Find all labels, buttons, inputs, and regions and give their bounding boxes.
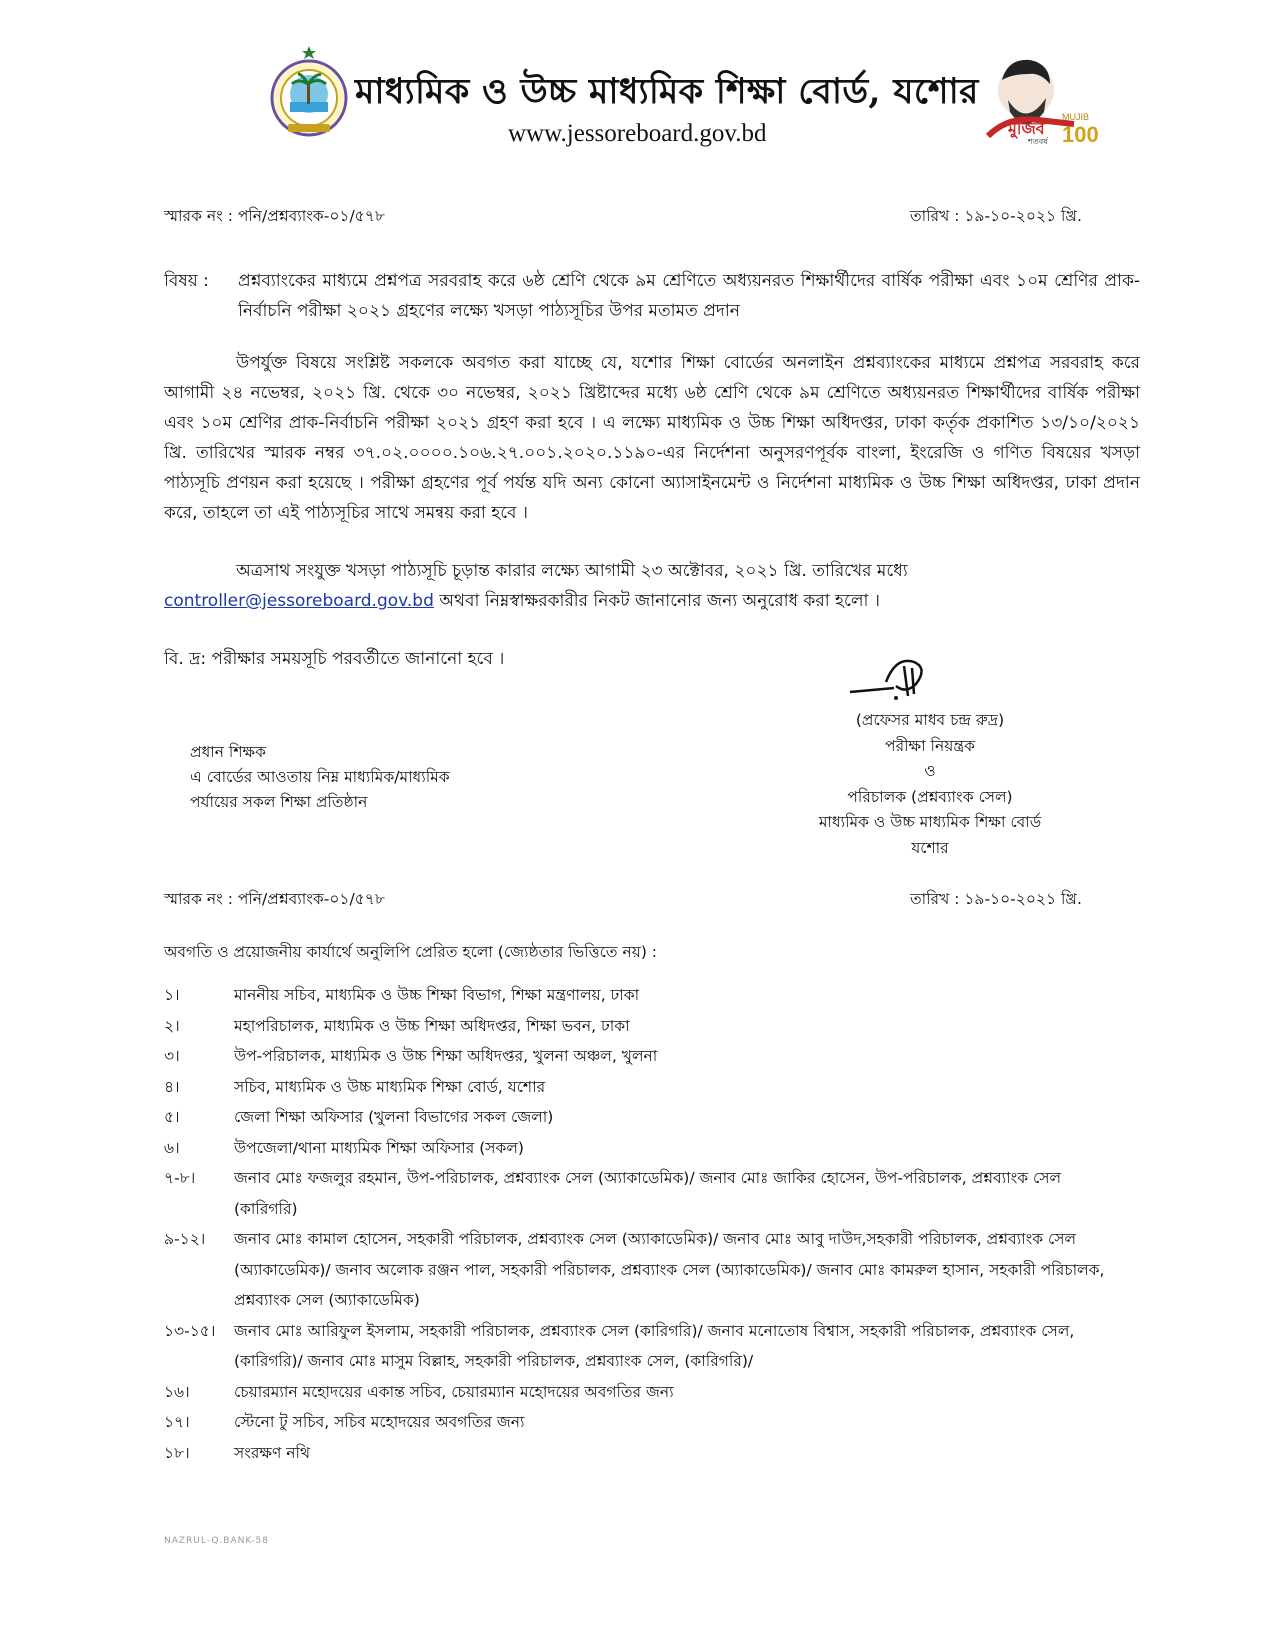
body-paragraph-2 xyxy=(164,556,1140,616)
cc-item-number: ৬। xyxy=(164,1138,180,1157)
cc-intro: অবগতি ও প্রয়োজনীয় কার্যার্থে অনুলিপি প্রেরিত হলো (জ্যেষ্ঠতার ভিত্তিতে নয়) : xyxy=(164,943,658,961)
cc-item-text: চেয়ারম্যান মহোদয়ের একান্ত সচিব, চেয়ারম্যান মহোদয়ের অবগতির জন্য xyxy=(234,1382,674,1401)
recipient-block xyxy=(190,740,450,815)
cc-item-text: মহাপরিচালক, মাধ্যমিক ও উচ্চ শিক্ষা অধিদপ্তর, শিক্ষা ভবন, ঢাকা xyxy=(234,1016,630,1035)
signature-image xyxy=(846,652,946,708)
signatory-city: যশোর xyxy=(911,838,949,857)
cc-item-number: ১। xyxy=(164,986,180,1004)
memo-date-copy: তারিখ : ১৯-১০-২০২১ খ্রি. xyxy=(910,890,1082,908)
signatory-block xyxy=(780,708,1080,861)
controller-email-link[interactable]: controller@jessoreboard.gov.bd xyxy=(164,591,434,611)
cc-item xyxy=(164,1011,1124,1042)
cc-list xyxy=(164,980,1124,1468)
cc-item xyxy=(164,1316,1124,1377)
svg-text:মুজিব: মুজিব xyxy=(1008,119,1045,138)
memo-number-copy: স্মারক নং : পনি/প্রশ্নব্যাংক-০১/৫৭৮ xyxy=(164,890,385,908)
body-paragraph-2-text: অত্রসাথ সংযুক্ত খসড়া পাঠ্যসূচি চূড়ান্ত কারার লক্ষ্যে আগামী ২৩ অক্টোবর, ২০২১ খ্রি. তারিখের মধ্যে xyxy=(236,561,908,581)
recipient-line: প্রধান শিক্ষক xyxy=(190,743,266,761)
cc-item-number: ১৩-১৫। xyxy=(164,1321,216,1340)
cc-item xyxy=(164,1163,1124,1224)
board-website: www.jessoreboard.gov.bd xyxy=(508,120,767,147)
recipient-line: এ বোর্ডের আওতায় নিম্ন মাধ্যমিক/মাধ্যমিক xyxy=(190,768,450,786)
cc-item-number: ২। xyxy=(164,1016,180,1035)
cc-item xyxy=(164,1041,1124,1072)
cc-item-text: জনাব মোঃ আরিফুল ইসলাম, সহকারী পরিচালক, প্রশ্নব্যাংক সেল (কারিগরি)/ জনাব মনোতোষ বিশ্বাস, সহকারী পরিচালক, প্রশ্নব্যাংক সেল, (কারিগরি)/ জনাব মোঃ মাসুম বিল্লাহ, সহকারী পরিচালক, প্রশ্নব্যাংক সেল, (কারিগরি)/ xyxy=(234,1321,1075,1370)
cc-item-number: ৯-১২। xyxy=(164,1230,206,1248)
signatory-name: (প্রফেসর মাধব চন্দ্র রুদ্র) xyxy=(855,711,1005,729)
subject-label: বিষয় : xyxy=(164,271,209,291)
memo-number: স্মারক নং : পনি/প্রশ্নব্যাংক-০১/৫৭৮ xyxy=(164,207,385,225)
subject-text: প্রশ্নব্যাংকের মাধ্যমে প্রশ্নপত্র সরবরাহ করে ৬ষ্ঠ শ্রেণি থেকে ৯ম শ্রেণিতে অধ্যয়নরত শিক্ষার্থীদের বার্ষিক পরীক্ষা এবং ১০ম শ্রেণির প্রাক-নির্বাচনি পরীক্ষা ২০২১ গ্রহণের লক্ষ্যে খসড়া পাঠ্যসূচির উপর মতামত প্রদান xyxy=(238,271,1140,321)
cc-item-text: উপজেলা/থানা মাধ্যমিক শিক্ষা অফিসার (সকল) xyxy=(234,1138,524,1157)
cc-item xyxy=(164,1072,1124,1103)
signatory-title: পরীক্ষা নিয়ন্ত্রক xyxy=(885,736,975,755)
cc-item-number: ৩। xyxy=(164,1047,180,1065)
cc-item-text: জনাব মোঃ ফজলুর রহমান, উপ-পরিচালক, প্রশ্নব্যাংক সেল (অ্যাকাডেমিক)/ জনাব মোঃ জাকির হোসেন, উপ-পরিচালক, প্রশ্নব্যাংক সেল (কারিগরি) xyxy=(234,1169,1062,1218)
signatory-org: মাধ্যমিক ও উচ্চ মাধ্যমিক শিক্ষা বোর্ড xyxy=(818,813,1042,831)
cc-item-number: ১৬। xyxy=(164,1382,190,1401)
signatory-and: ও xyxy=(924,762,936,780)
cc-item xyxy=(164,1224,1124,1316)
cc-item-text: উপ-পরিচালক, মাধ্যমিক ও উচ্চ শিক্ষা অধিদপ্তর, খুলনা অঞ্চল, খুলনা xyxy=(234,1047,658,1065)
signatory-title-2: পরিচালক (প্রশ্নব্যাংক সেল) xyxy=(847,787,1013,806)
cc-item xyxy=(164,1102,1124,1133)
cc-item-number: ১৮। xyxy=(164,1443,190,1462)
body-paragraph-1: উপর্যুক্ত বিষয়ে সংশ্লিষ্ট সকলকে অবগত করা যাচ্ছে যে, যশোর শিক্ষা বোর্ডের অনলাইন প্রশ্নব্যাংকের মাধ্যমে প্রশ্নপত্র সরবরাহ করে আগামী ২৪ নভেম্বর, ২০২১ খ্রি. থেকে ৩০ নভেম্বর, ২০২১ খ্রিষ্টাব্দের মধ্যে ৬ষ্ঠ শ্রেণি থেকে ৯ম শ্রেণিতে অধ্যয়নরত শিক্ষার্থীদের বার্ষিক পরীক্ষা এবং ১০ম শ্রেণির প্রাক-নির্বাচনি পরীক্ষা ২০২১ গ্রহণ করা হবে । এ লক্ষ্যে মাধ্যমিক ও উচ্চ শিক্ষা অধিদপ্তর, ঢাকা কর্তৃক প্রকাশিত ১৩/১০/২০২১ খ্রি. তারিখের স্মারক নম্বর ৩৭.০২.০০০০.১০৬.২৭.০০১.২০২০.১১৯০-এর নির্দেশনা অনুসরণপূর্বক বাংলা, ইংরেজি ও গণিত বিষয়ের খসড়া পাঠ্যসূচি প্রণয়ন করা হয়েছে । পরীক্ষা গ্রহণের পূর্ব পর্যন্ত যদি অন্য কোনো অ্যাসাইনমেন্ট ও নির্দেশনা মাধ্যমিক ও উচ্চ শিক্ষা অধিদপ্তর, ঢাকা প্রদান করে, তাহলে তা এই পাঠ্যসূচির সাথে সমন্বয় করা হবে । xyxy=(164,353,1140,523)
cc-item-text: সচিব, মাধ্যমিক ও উচ্চ মাধ্যমিক শিক্ষা বোর্ড, যশোর xyxy=(234,1077,546,1096)
cc-item-number: ১৭। xyxy=(164,1413,190,1431)
svg-text:100: 100 xyxy=(1062,122,1099,146)
svg-text:শতবর্ষ: শতবর্ষ xyxy=(1028,137,1048,146)
cc-item-text: স্টেনো টু সচিব, সচিব মহোদয়ের অবগতির জন্য xyxy=(234,1413,525,1431)
cc-item-number: ৪। xyxy=(164,1077,180,1096)
body-paragraph-2-tail: অথবা নিম্নস্বাক্ষরকারীর নিকট জানানোর জন্য অনুরোধ করা হলো । xyxy=(439,591,880,611)
mujib-100-emblem-icon xyxy=(978,50,1116,146)
cc-item-text: জনাব মোঃ কামাল হোসেন, সহকারী পরিচালক, প্রশ্নব্যাংক সেল (অ্যাকাডেমিক)/ জনাব মোঃ আবু দাউদ,সহকারী পরিচালক, প্রশ্নব্যাংক সেল (অ্যাকাডেমিক)/ জনাব অলোক রঞ্জন পাল, সহকারী পরিচালক, প্রশ্নব্যাংক সেল (অ্যাকাডেমিক)/ জনাব মোঃ কামরুল হাসান, সহকারী পরিচালক, প্রশ্নব্যাংক সেল (অ্যাকাডেমিক) xyxy=(234,1230,1105,1309)
board-seal-icon xyxy=(268,44,350,144)
note-text: বি. দ্র: পরীক্ষার সময়সূচি পরবর্তীতে জানানো হবে । xyxy=(164,649,505,669)
cc-item xyxy=(164,1407,1124,1438)
cc-item-number: ৭-৮। xyxy=(164,1169,196,1187)
cc-item-text: মাননীয় সচিব, মাধ্যমিক ও উচ্চ শিক্ষা বিভাগ, শিক্ষা মন্ত্রণালয়, ঢাকা xyxy=(234,986,640,1004)
memo-date: তারিখ : ১৯-১০-২০২১ খ্রি. xyxy=(910,207,1082,225)
cc-item-number: ৫। xyxy=(164,1108,180,1126)
cc-item-text: সংরক্ষণ নথি xyxy=(234,1443,311,1462)
cc-item xyxy=(164,1377,1124,1408)
cc-item-text: জেলা শিক্ষা অফিসার (খুলনা বিভাগের সকল জেলা) xyxy=(234,1108,554,1126)
recipient-line: পর্যায়ের সকল শিক্ষা প্রতিষ্ঠান xyxy=(190,793,368,811)
footer-code: NAZRUL-Q.BANK-58 xyxy=(164,1536,269,1546)
svg-text:MUJIB: MUJIB xyxy=(1062,112,1089,122)
cc-item xyxy=(164,1438,1124,1469)
cc-item xyxy=(164,1133,1124,1164)
board-title: মাধ্যমিক ও উচ্চ মাধ্যমিক শিক্ষা বোর্ড, যশোর xyxy=(355,71,979,112)
cc-item xyxy=(164,980,1124,1011)
